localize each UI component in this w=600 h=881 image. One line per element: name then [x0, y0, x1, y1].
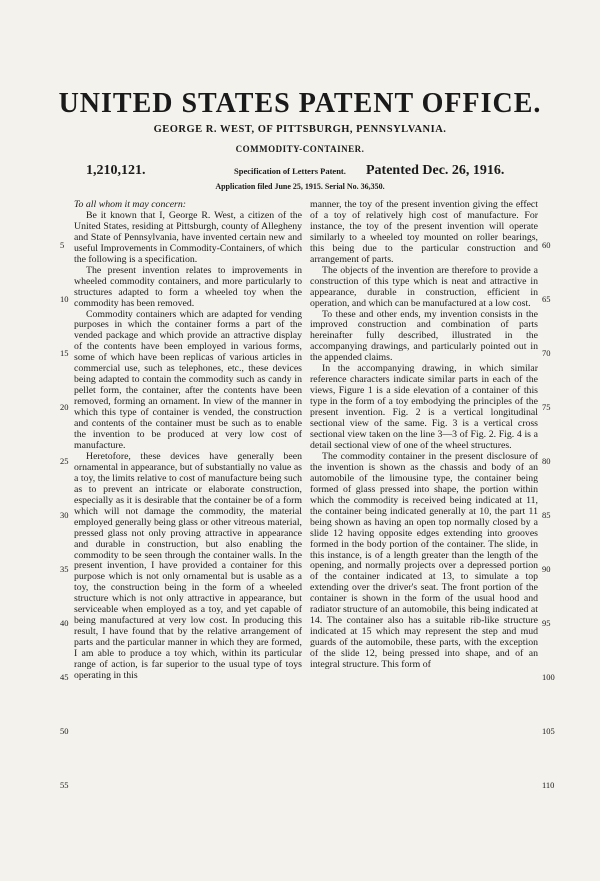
paragraph: The objects of the invention are therefore to provide a construction of this type which is neat and attractive in appearance, durable in construction, efficient in operation, and which can be manufactured at a low cost.: [310, 264, 538, 309]
line-number: 80: [542, 456, 551, 466]
line-number: 110: [542, 780, 555, 790]
line-number: 40: [60, 618, 69, 628]
line-number: 100: [542, 672, 555, 682]
patent-number: 1,210,121.: [86, 163, 146, 178]
line-number: 60: [542, 240, 551, 250]
line-number: 10: [60, 294, 69, 304]
line-number: 25: [60, 456, 69, 466]
line-number: 20: [60, 402, 69, 412]
line-number: 85: [542, 510, 551, 520]
inventor-line: GEORGE R. WEST, OF PITTSBURGH, PENNSYLVANIA.: [153, 124, 447, 135]
paragraph: In the accompanying drawing, in which similar reference characters indicate similar parts in each of the views, Figure 1 is a side elevation of a container of this type in the form of a toy embodying the principles of the present invention. Fig. 2 is a vertical longitudinal sectional view of the same. Fig. 3 is a vertical cross sectional view taken on the line 3—3 of Fig. 2. Fig. 4 is a detail sectional view of one of the wheel structures.: [310, 363, 538, 451]
line-number: 5: [60, 240, 65, 250]
line-number: 50: [60, 726, 69, 736]
line-number: 45: [60, 672, 69, 682]
paragraph: To these and other ends, my invention consists in the improved construction and combination of parts hereinafter fully described, illustrated in the accompanying drawings, and particularly pointed out in the appended claims.: [310, 308, 538, 364]
paragraph: The commodity container in the present disclosure of the invention is shown as the chassis and body of an automobile of the limousine type, the container being formed of glass pressed into shape, the portion within which the commodity is received being indicated at 11, the container being indicated generally at 10, the part 11 being shown as having an open top normally closed by a slide 12 having opposite edges extending into grooves formed in the body portion of the container. The slide, in this instance, is of a length greater than the length of the opening, and normally projects over a depressed portion of the container indicated at 13, to simulate a top extending over the driver's seat. The front portion of the container is shown in the form of the usual hood and radiator structure of an automobile, this being indicated at 14. The container also has a suitable rib-like structure indicated at 15 which may represent the step and mud guards of the automobile, these parts, with the exception of the slide 12, being pressed into shape, and of an integral structure. This form of: [310, 450, 538, 671]
line-number: 65: [542, 294, 551, 304]
line-number: 75: [542, 402, 551, 412]
line-number: 15: [60, 348, 69, 358]
line-number: 70: [542, 348, 551, 358]
line-number: 55: [60, 780, 69, 790]
line-number: 95: [542, 618, 551, 628]
paragraph: The present invention relates to improvements in wheeled commodity containers, and more particularly to structures adapted to form a wheeled toy when the commodity has been removed.: [74, 264, 302, 309]
salutation: To all whom it may concern:: [74, 199, 187, 210]
paragraph: manner, the toy of the present invention giving the effect of a toy of relatively high cost of manufacture. For instance, the toy of the present invention will operate similarly to a wheeled toy mounted on roller bearings, this being due to the particular construction and arrangement of parts.: [310, 199, 538, 265]
line-number: 35: [60, 564, 69, 574]
line-number: 90: [542, 564, 551, 574]
subject-title: COMMODITY-CONTAINER.: [235, 144, 365, 154]
paragraph: Commodity containers which are adapted for vending purposes in which the container forms a part of the vended package and which provide an attractive display of the contents have been employed in various forms, some of which have been replicas of various articles in commercial use, such as telephones, etc., these devices being adapted to contain the commodity such as candy in pellet form, the container, after the contents have been removed, forming an ornament. In view of the manner in which this type of container is vended, the construction and contents of the container must be such as to enable the invention to be produced at very low cost of manufacture.: [74, 308, 302, 451]
paragraph: Be it known that I, George R. West, a citizen of the United States, residing at Pittsburgh, county of Allegheny and State of Pennsylvania, have invented certain new and useful Improvements in Commodity-Containers, of which the following is a specification.: [74, 209, 302, 265]
application-line: Application filed June 25, 1915. Serial No. 36,350.: [215, 182, 385, 191]
paragraph: Heretofore, these devices have generally been ornamental in appearance, but of substantially no value as a toy, the limits relative to cost of manufacture being such as to prevent an intricate or elaborate construction, especially as it is desirable that the container be of a form which will not damage the commodity, the material employed generally being glass or other vitreous material, pressed glass not only proving attractive in appearance and durable in construction, but also enabling the commodity to be seen through the container walls. In the present invention, I have provided a container for this purpose which is not only ornamental but is usable as a toy, the construction being in the form of a wheeled structure which is not only attractive in appearance, but serviceable when employed as a toy, and yet capable of being manufactured at very low cost. In producing this result, I have found that by the relative arrangement of parts and the particular manner in which they are formed, I am able to produce a toy which, within its particular range of action, is far superior to the usual type of toys operating in this: [74, 450, 302, 681]
left-column: [74, 200, 302, 682]
patented-date: Patented Dec. 26, 1916.: [366, 163, 505, 178]
line-number: 105: [542, 726, 555, 736]
office-title: UNITED STATES PATENT OFFICE.: [58, 88, 542, 119]
line-number: 30: [60, 510, 69, 520]
spec-label: Specification of Letters Patent.: [234, 166, 346, 176]
right-column: [310, 200, 538, 671]
